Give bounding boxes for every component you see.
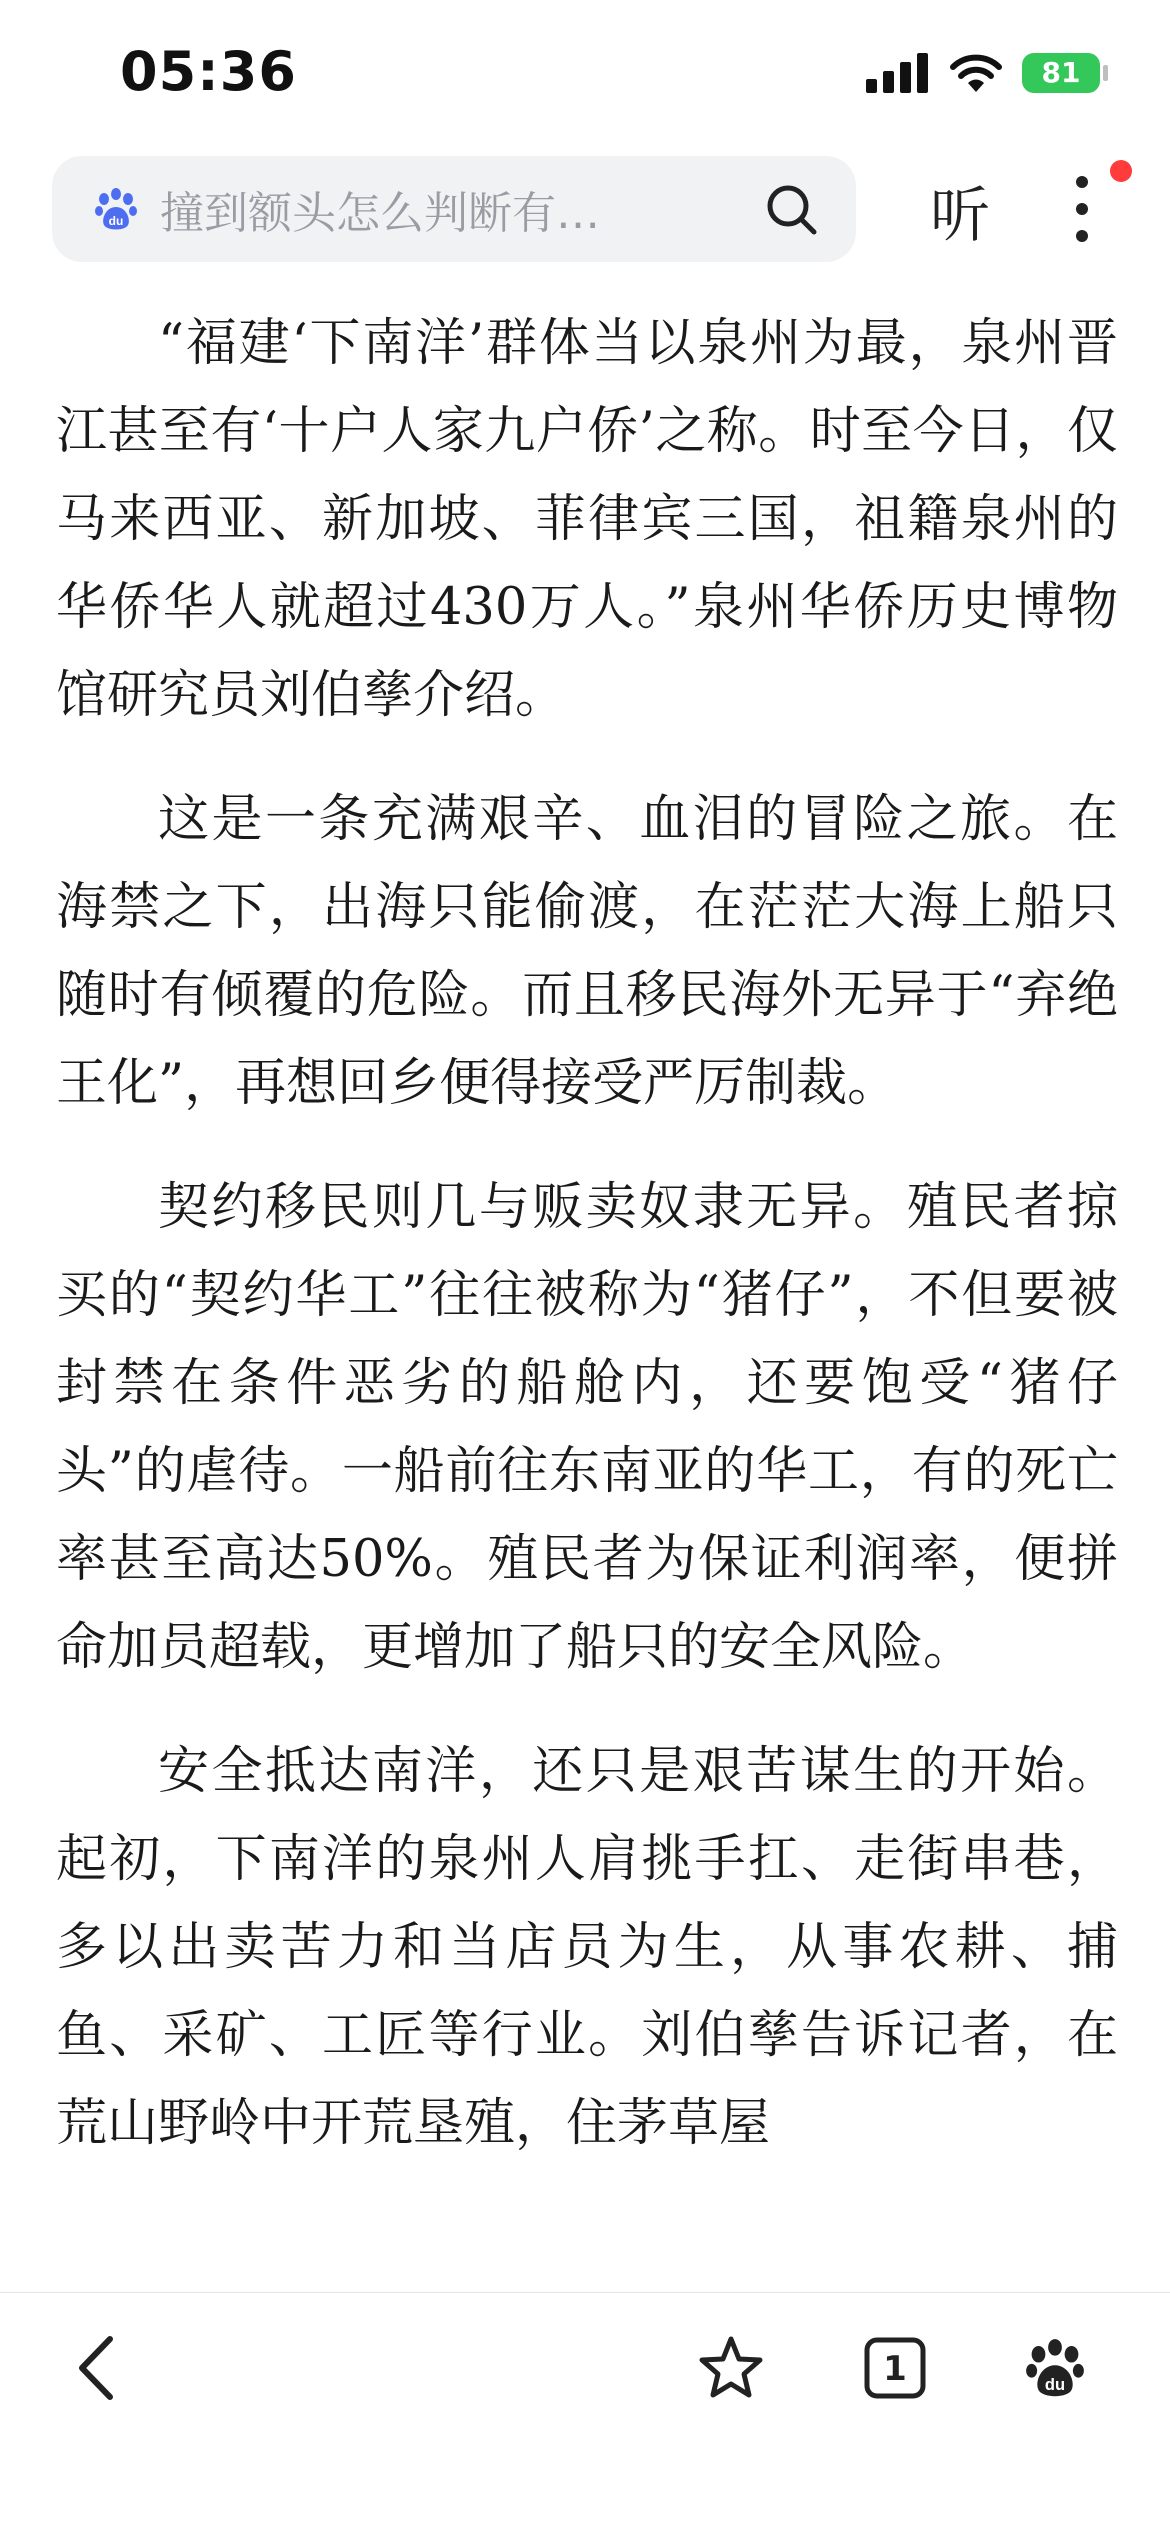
- baidu-home-button[interactable]: [1010, 2323, 1100, 2413]
- status-bar: [0, 0, 1170, 150]
- bottom-toolbar: [0, 2292, 1170, 2533]
- wifi-icon: [948, 52, 1004, 94]
- search-query-text[interactable]: 撞到额头怎么判断有…: [160, 188, 600, 239]
- tabs-count: 1: [883, 2349, 907, 2389]
- baidu-paw-logo-icon: [92, 185, 140, 233]
- article-body: [56, 300, 1118, 2204]
- svg-text:du: du: [1044, 2376, 1066, 2394]
- back-button[interactable]: [52, 2323, 142, 2413]
- favorite-button[interactable]: [686, 2323, 776, 2413]
- search-icon[interactable]: [764, 182, 818, 236]
- article-paragraph: 这是一条充满艰辛、血泪的冒险之旅。在海禁之下，出海只能偷渡，在茫茫大海上船只随时有倾覆的危险。而且移民海外无异于“弃绝王化”，再想回乡便得接受严厉制裁。: [56, 790, 1118, 1113]
- battery-indicator: 81: [1022, 53, 1100, 93]
- status-time: 05:36: [120, 40, 297, 103]
- back-icon: [72, 2333, 122, 2403]
- more-options-icon[interactable]: [1070, 174, 1094, 244]
- cellular-signal-icon: [866, 53, 930, 93]
- article-paragraph: 安全抵达南洋，还只是艰苦谋生的开始。起初，下南洋的泉州人肩挑手扛、走街串巷，多以出卖苦力和当店员为生，从事农耕、捕鱼、采矿、工匠等行业。刘伯孳告诉记者，在荒山野岭中开荒垦殖，住茅草屋: [56, 1742, 1118, 2153]
- notification-dot: [1110, 160, 1132, 182]
- search-box[interactable]: [52, 156, 856, 262]
- tabs-button[interactable]: [850, 2323, 940, 2413]
- svg-text:du: du: [108, 214, 124, 228]
- baidu-paw-icon: [1022, 2335, 1088, 2401]
- star-icon: [696, 2333, 766, 2403]
- article-paragraph: “福建‘下南洋’群体当以泉州为最，泉州晋江甚至有‘十户人家九户侨’之称。时至今日，仅马来西亚、新加坡、菲律宾三国，祖籍泉州的华侨华人就超过430万人。”泉州华侨历史博物馆研究员刘伯孳介绍。: [56, 314, 1118, 725]
- listen-button[interactable]: 听: [930, 181, 990, 251]
- status-icons: [866, 52, 1100, 94]
- article-paragraph: 契约移民则几与贩卖奴隶无异。殖民者掠买的“契约华工”往往被称为“猪仔”，不但要被封禁在条件恶劣的船舱内，还要饱受“猪仔头”的虐待。一船前往东南亚的华工，有的死亡率甚至高达50%。殖民者为保证利润率，便拼命加员超载，更增加了船只的安全风险。: [56, 1178, 1118, 1677]
- search-header: [0, 150, 1170, 280]
